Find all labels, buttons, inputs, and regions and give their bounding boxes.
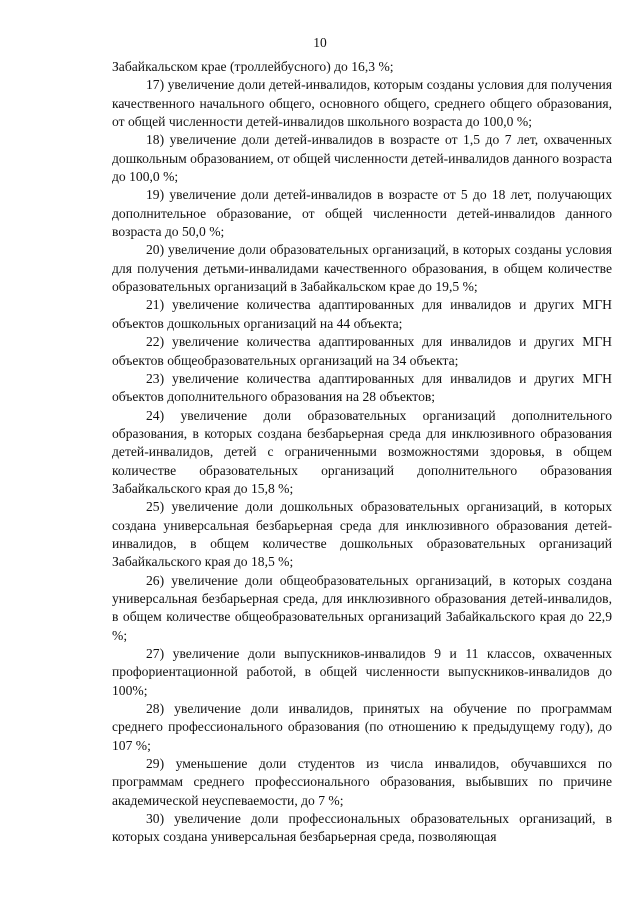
list-item-30: 30) увеличение доли профессиональных образовательных организаций, в которых создана универсальная безбарьерная среда, позволяющая — [112, 811, 612, 845]
list-item-18: 18) увеличение доли детей-инвалидов в возрасте от 1,5 до 7 лет, охваченных дошкольным образованием, от общей численности детей-инвалидов данного возраста до 100,0 %; — [112, 132, 612, 185]
list-item-19: 19) увеличение доли детей-инвалидов в возрасте от 5 до 18 лет, получающих дополнительное образование, от общей численности детей-инвалидов данного возраста до 50,0 %; — [112, 187, 612, 240]
list-item-20: 20) увеличение доли образовательных организаций, в которых созданы условия для получения детьми-инвалидами качественного образования, в общем количестве образовательных организаций в Забайкальском крае до 19,5 %; — [112, 242, 612, 295]
list-item-28: 28) увеличение доли инвалидов, принятых на обучение по программам среднего профессионального образования (по отношению к предыдущему году), до 107 %; — [112, 701, 612, 753]
list-item-17: 17) увеличение доли детей-инвалидов, которым созданы условия для получения качественного начального общего, основного общего, среднего общего образования, от общей численности детей-инвалидов школьного возраста до 100,0 %; — [112, 77, 612, 130]
list-item-25: 25) увеличение доли дошкольных образовательных организаций, в которых создана универсальная безбарьерная среда для инклюзивного образования детей-инвалидов, в общем количестве дошкольных образовательных организаций Забайкальского края до 18,5 %; — [112, 499, 612, 570]
list-item-24: 24) увеличение доли образовательных организаций дополнительного образования, в которых создана безбарьерная среда для инклюзивного образования детей-инвалидов, детей с ограниченными возможностями здоровья, в общем количестве образовательных организаций дополнительного образования Забайкальского края до 15,8 %; — [112, 407, 612, 496]
paragraph-continuation: Забайкальском крае (троллейбусного) до 16,3 %; — [112, 59, 394, 74]
document-body — [112, 58, 612, 847]
list-item-23: 23) увеличение количества адаптированных для инвалидов и других МГН объектов дополнительного образования на 28 объектов; — [112, 370, 612, 405]
list-item-27: 27) увеличение доли выпускников-инвалидов 9 и 11 классов, охваченных профориентационной работой, в общей численности выпускников-инвалидов до 100%; — [112, 646, 612, 698]
list-item-21: 21) увеличение количества адаптированных для инвалидов и других МГН объектов дошкольных организаций на 44 объекта; — [112, 297, 612, 331]
list-item-29: 29) уменьшение доли студентов из числа инвалидов, обучавшихся по программам среднего профессионального образования, выбывших по причине академической неуспеваемости, до 7 %; — [112, 756, 612, 808]
list-item-26: 26) увеличение доли общеобразовательных организаций, в которых создана универсальная безбарьерная среда, для инклюзивного образования детей-инвалидов, в общем количестве общеобразовательных организаций Забайкальского края до 22,9 %; — [112, 572, 612, 643]
list-item-22: 22) увеличение количества адаптированных для инвалидов и других МГН объектов общеобразовательных организаций на 34 объекта; — [112, 334, 612, 368]
page-number: 10 — [313, 35, 327, 50]
